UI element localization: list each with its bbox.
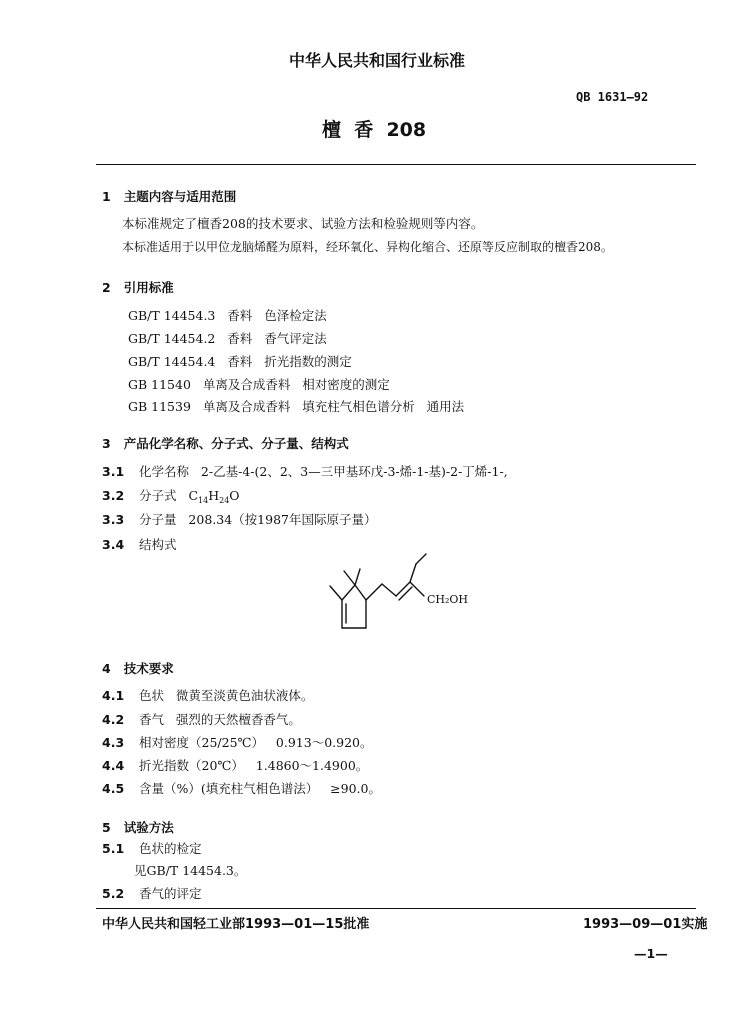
chain-bond: [382, 584, 396, 596]
ring-bond: [355, 585, 366, 600]
section-1-paragraph-2: 本标准适用于以甲位龙脑烯醛为原料，经环氧化、异构化缩合、还原等反应制取的檀香208。: [122, 240, 613, 254]
section-1-paragraph-1: 本标准规定了檀香208的技术要求、试验方法和检验规则等内容。: [122, 216, 484, 231]
document-title: 檀 香 208: [322, 119, 427, 141]
page-number: —1—: [634, 946, 668, 961]
molecular-weight: 分子量 208.34（按1987年国际原子量）: [139, 512, 377, 527]
requirement-text: 色状 微黄至淡黄色油状液体。: [139, 688, 314, 703]
gem-methyl-bond: [344, 571, 355, 585]
ring-bond: [342, 585, 355, 600]
ethyl-bond: [410, 564, 416, 582]
reference-item: GB/T 14454.3 香料 色泽检定法: [128, 308, 327, 323]
reference-item: GB/T 14454.4 香料 折光指数的测定: [128, 354, 352, 369]
clause-number: 4.3: [102, 735, 125, 750]
structure-label: 结构式: [139, 537, 177, 552]
section-2-heading: 2 引用标准: [102, 280, 174, 295]
molecular-formula-label: 分子式: [139, 488, 177, 503]
clause-number: 4.2: [102, 712, 125, 727]
reference-item: GB/T 14454.2 香料 香气评定法: [128, 331, 327, 346]
reference-item: GB 11539 单离及合成香料 填充柱气相色谱分析 通用法: [128, 399, 465, 414]
gem-methyl-bond: [355, 569, 360, 585]
chemical-name: 化学名称 2-乙基-4-(2、2、3—三甲基环戊-3-烯-1-基)-2-丁烯-1-,: [139, 464, 508, 479]
hydrogen-symbol: H: [208, 488, 220, 503]
test-item-title: 香气的评定: [139, 886, 202, 901]
chain-bond: [366, 584, 382, 600]
org-title: 中华人民共和国行业标准: [289, 51, 466, 70]
clause-number: 5.1: [102, 841, 125, 856]
reference-item: GB 11540 单离及合成香料 相对密度的测定: [128, 377, 390, 392]
test-item-title: 色状的检定: [139, 841, 202, 856]
carbon-count: 14: [198, 496, 209, 505]
hydrogen-count: 24: [219, 496, 230, 505]
hydroxymethyl-group: CH₂OH: [427, 593, 469, 606]
clause-number: 3.1: [102, 464, 125, 479]
standard-number: QB 1631—92: [576, 90, 649, 104]
footer-rule: [96, 908, 696, 909]
requirement-text: 香气 强烈的天然檀香香气。: [139, 712, 301, 727]
methyl-bond: [330, 586, 342, 600]
requirement-text: 含量（%）(填充柱气相色谱法） ≥90.0。: [139, 781, 381, 796]
carbon-symbol: C: [188, 488, 199, 503]
clause-number: 5.2: [102, 886, 125, 901]
requirement-text: 相对密度（25/25℃） 0.913～0.920。: [139, 735, 373, 750]
clause-number: 4.5: [102, 781, 125, 796]
implementation-date: 1993—09—01实施: [583, 917, 708, 932]
oxygen-symbol: O: [229, 488, 240, 503]
chain-double-bond: [396, 582, 410, 596]
hydroxymethyl-bond: [410, 582, 424, 596]
clause-number: 3.4: [102, 537, 125, 552]
section-5-heading: 5 试验方法: [102, 820, 174, 835]
clause-number: 3.2: [102, 488, 125, 503]
ethyl-bond: [416, 554, 426, 564]
clause-number: 3.3: [102, 512, 125, 527]
header-rule: [96, 164, 696, 165]
approval-line: 中华人民共和国轻工业部1993—01—15批准: [102, 917, 370, 932]
test-item-body: 见GB/T 14454.3。: [134, 863, 247, 878]
section-3-heading: 3 产品化学名称、分子式、分子量、结构式: [102, 436, 349, 451]
chain-double-bond: [399, 587, 412, 600]
section-1-heading: 1 主题内容与适用范围: [102, 189, 237, 204]
molecular-formula: [139, 490, 240, 505]
section-4-heading: 4 技术要求: [102, 661, 174, 676]
clause-number: 4.1: [102, 688, 125, 703]
requirement-text: 折光指数（20℃） 1.4860～1.4900。: [139, 758, 369, 773]
clause-number: 4.4: [102, 758, 125, 773]
